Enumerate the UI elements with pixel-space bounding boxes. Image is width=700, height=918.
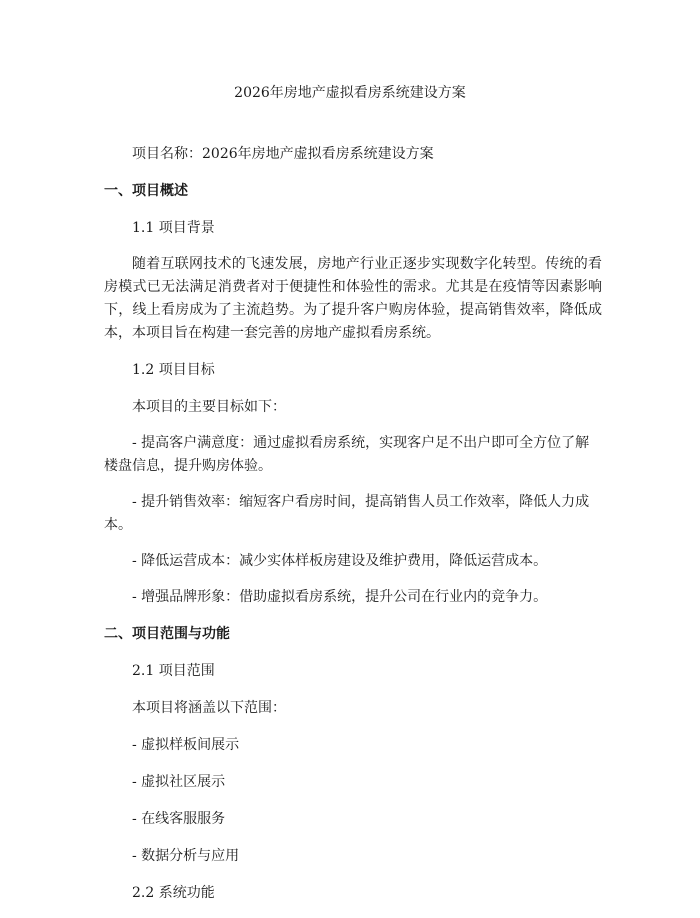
scope-item: - 在线客服服务: [132, 811, 226, 827]
goal-item: - 增强品牌形象：借助虚拟看房系统，提升公司在行业内的竞争力。: [132, 589, 548, 605]
subsection-1-2-heading: 1.2 项目目标: [132, 362, 215, 378]
scope-item: - 虚拟社区展示: [132, 774, 226, 790]
goals-intro: 本项目的主要目标如下：: [132, 399, 286, 415]
document-body: [104, 142, 602, 918]
section-1-heading: 一、项目概述: [104, 183, 188, 199]
project-name: 项目名称：2026年房地产虚拟看房系统建设方案: [132, 146, 434, 162]
goal-item: - 提升销售效率：缩短客户看房时间，提高销售人员工作效率，降低人力成本。: [104, 494, 590, 533]
subsection-2-1-heading: 2.1 项目范围: [132, 663, 215, 679]
scope-item: - 数据分析与应用: [132, 848, 240, 864]
section-2-heading: 二、项目范围与功能: [104, 626, 230, 642]
goal-item: - 提高客户满意度：通过虚拟看房系统，实现客户足不出户即可全方位了解楼盘信息，提升购房体验。: [104, 435, 590, 474]
scope-intro: 本项目将涵盖以下范围：: [132, 700, 286, 716]
subsection-2-2-heading: 2.2 系统功能: [132, 885, 215, 901]
background-paragraph: 随着互联网技术的飞速发展，房地产行业正逐步实现数字化转型。传统的看房模式已无法满足消费者对于便捷性和体验性的需求。尤其是在疫情等因素影响下，线上看房成为了主流趋势。为了提升客户购房体验，提高销售效率，降低成本，本项目旨在构建一套完善的房地产虚拟看房系统。: [104, 256, 602, 341]
scope-item: - 虚拟样板间展示: [132, 737, 240, 753]
subsection-1-1-heading: 1.1 项目背景: [132, 220, 215, 236]
goal-item: - 降低运营成本：减少实体样板房建设及维护费用，降低运营成本。: [132, 553, 548, 569]
document-title: 2026年房地产虚拟看房系统建设方案: [234, 85, 466, 101]
